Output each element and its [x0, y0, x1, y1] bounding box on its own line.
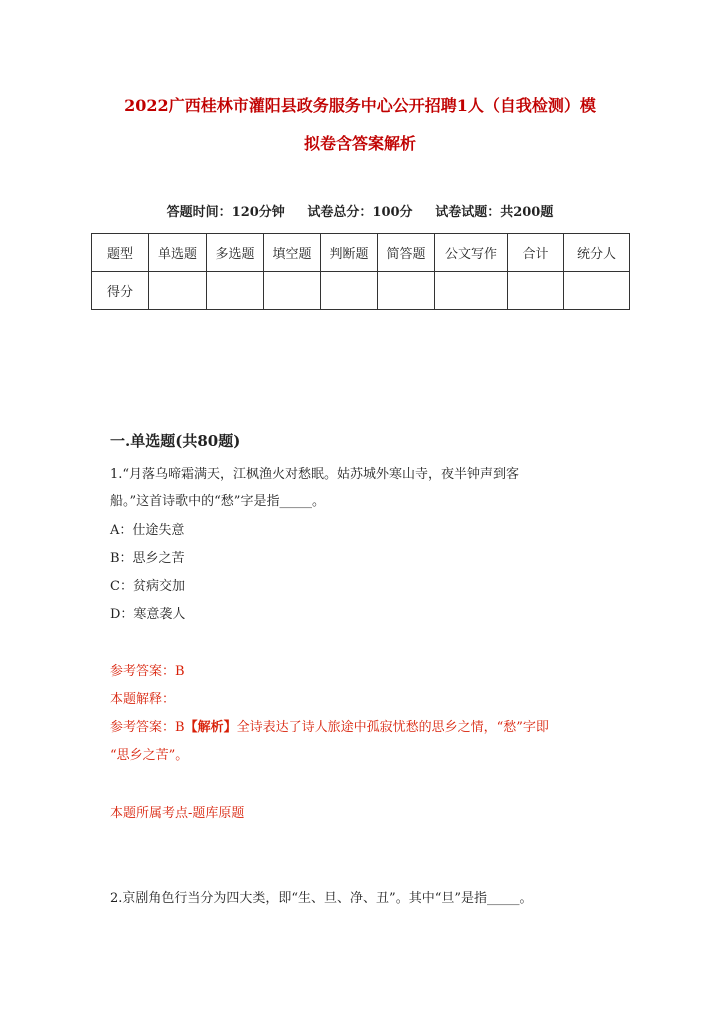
score-header-cell: 公文写作	[435, 234, 508, 272]
score-table-header-row	[92, 234, 630, 272]
score-header-cell: 判断题	[321, 234, 378, 272]
question-1-explanation-line-2: “思乡之苦”。	[110, 748, 189, 763]
score-cell	[435, 272, 508, 310]
section-heading: 一.单选题(共80题)	[110, 432, 241, 450]
question-1-text-line-1: 1.“月落乌啼霜满天，江枫渔火对愁眠。姑苏城外寒山寺，夜半钟声到客	[110, 467, 520, 482]
score-cell	[321, 272, 378, 310]
score-header-cell: 简答题	[378, 234, 435, 272]
score-cell	[264, 272, 321, 310]
score-table	[91, 233, 630, 310]
score-header-cell: 题型	[92, 234, 149, 272]
question-1-option-d: D：寒意袭人	[110, 607, 186, 622]
score-header-cell: 填空题	[264, 234, 321, 272]
explanation-answer-prefix: 参考答案：B	[110, 720, 185, 735]
score-table-score-row	[92, 272, 630, 310]
score-row-label: 得分	[92, 272, 149, 310]
score-cell	[564, 272, 630, 310]
question-1-option-c: C：贫病交加	[110, 579, 185, 594]
score-cell	[149, 272, 207, 310]
question-1-explain-label: 本题解释：	[110, 692, 176, 707]
score-cell	[207, 272, 264, 310]
question-1-option-a: A：仕途失意	[110, 523, 185, 538]
question-1-explanation-line-1	[110, 718, 549, 738]
score-header-cell: 多选题	[207, 234, 264, 272]
explanation-body: 全诗表达了诗人旅途中孤寂忧愁的思乡之情，“愁”字即	[236, 720, 549, 735]
question-1-option-b: B：思乡之苦	[110, 551, 185, 566]
score-header-cell: 单选题	[149, 234, 207, 272]
document-title-line-2: 拟卷含答案解析	[303, 134, 416, 153]
score-header-cell: 统分人	[564, 234, 630, 272]
exam-meta-info: 答题时间：120分钟 试卷总分：100分 试卷试题：共200题	[166, 205, 554, 220]
score-cell	[378, 272, 435, 310]
explanation-tag: 【解析】	[184, 720, 237, 735]
score-cell	[508, 272, 564, 310]
question-1-text-line-2: 船。”这首诗歌中的“愁”字是指_____。	[110, 494, 325, 509]
question-1-topic: 本题所属考点-题库原题	[110, 806, 245, 821]
question-1-answer: 参考答案：B	[110, 664, 185, 679]
score-header-cell: 合计	[508, 234, 564, 272]
question-2-text-line-1: 2.京剧角色行当分为四大类，即“生、旦、净、丑”。其中“旦”是指_____。	[110, 891, 533, 906]
document-title-line-1: 2022广西桂林市灌阳县政务服务中心公开招聘1人（自我检测）模	[124, 96, 596, 115]
